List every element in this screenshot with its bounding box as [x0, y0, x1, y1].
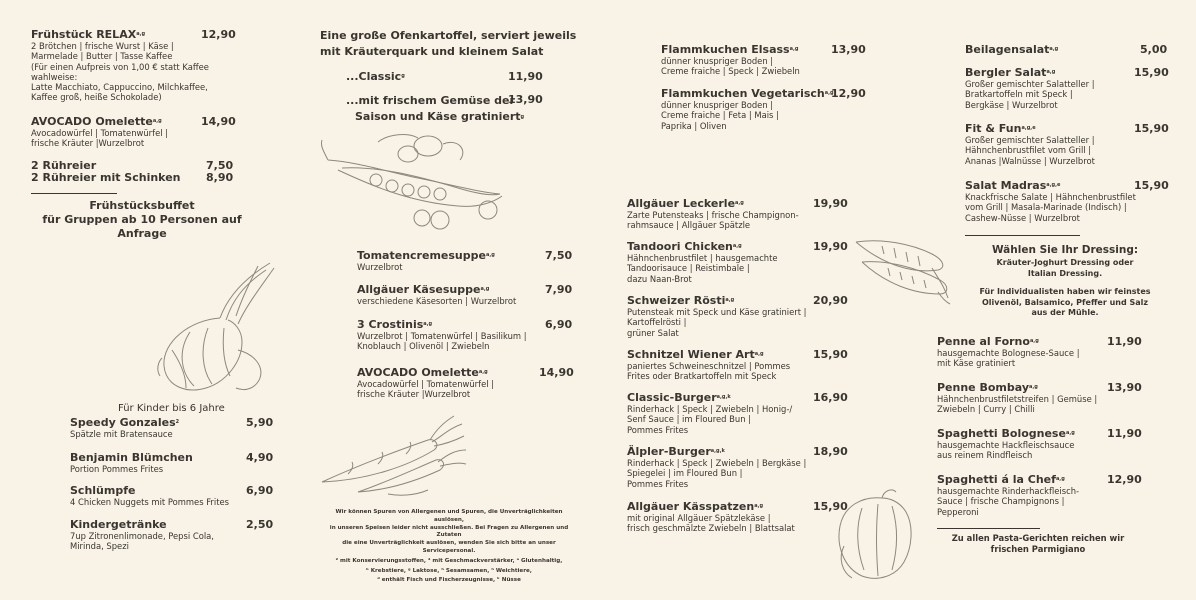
menu-item-tomatencremesuppe — [357, 249, 573, 272]
item-name: Kindergetränke — [70, 518, 167, 531]
menu-item-ruehreier-schinken — [31, 171, 234, 184]
pasta-note: Zu allen Pasta-Gerichten reichen wir frischen Parmigiano — [951, 533, 1125, 554]
allergen-code: a,g,k — [716, 394, 731, 400]
item-price: 12,90 — [831, 87, 866, 100]
item-price: 6,90 — [545, 318, 573, 331]
allergen-code: a,g — [478, 369, 488, 375]
item-price: 18,90 — [813, 445, 848, 458]
item-price: 14,90 — [539, 366, 574, 379]
item-price: 19,90 — [813, 240, 848, 253]
item-price: 2,50 — [246, 518, 274, 531]
item-price: 11,90 — [508, 70, 543, 83]
item-name: Schlümpfe — [70, 484, 136, 497]
kids-heading: Für Kinder bis 6 Jahre — [118, 403, 225, 414]
dressing-title: Wählen Sie Ihr Dressing: — [991, 244, 1139, 256]
item-desc: Rinderhack | Speck | Zwiebeln | Bergkäse | Spiegelei | im Floured Bun | Pommes Frites — [627, 458, 807, 489]
item-price: 15,90 — [813, 348, 848, 361]
item-price: 4,90 — [246, 451, 274, 464]
item-price: 7,50 — [206, 159, 234, 172]
allergen-legend: ² mit Konservierungsstoffen, ⁴ mit Geschmackverstärker, ᵃ Glutenhaltig, ᵇ Krebstiere, ᵍ Laktose, ʰ Sesamsamen, ʰ Weichtiere, ᵈ enthält Fisch und Fischerzeugnisse, ᵏ Nüsse — [335, 558, 563, 583]
menu-item-penne-forno — [937, 335, 1147, 369]
buffet-note: Frühstücksbuffet für Gruppen ab 10 Personen auf Anfrage — [42, 199, 242, 240]
menu-item-flammkuchen-vegetarisch — [661, 87, 866, 131]
item-price: 13,90 — [1107, 381, 1142, 394]
item-name: ...mit frischem Gemüse der — [346, 94, 515, 107]
item-name: Penne Bombay — [937, 381, 1030, 394]
menu-item-salat-madras — [965, 179, 1169, 223]
divider — [965, 235, 1080, 236]
item-name: Fit & Fun — [965, 122, 1022, 135]
allergen-code: a,g — [485, 252, 495, 258]
item-name: AVOCADO Omelette — [31, 115, 153, 128]
divider — [31, 193, 117, 194]
item-name: Flammkuchen Vegetarisch — [661, 87, 825, 100]
item-desc: hausgemachte Rinderhackfleisch- Sauce | frische Champignons | Pepperoni — [937, 486, 1080, 517]
menu-item-avocado-omelette-2 — [357, 366, 574, 400]
menu-item-flammkuchen-elsass — [661, 43, 866, 77]
item-desc: hausgemachte Bolognese-Sauce | mit Käse gratiniert — [937, 348, 1080, 369]
allergen-code: a,g — [1029, 384, 1038, 390]
item-price: 11,90 — [1107, 335, 1142, 348]
item-name: Flammkuchen Elsass — [661, 43, 790, 56]
menu-item-bergler-salat — [965, 66, 1169, 110]
item-desc: mit original Allgäuer Spätzlekäse | frisch geschmälzte Zwiebeln | Blattsalat — [627, 513, 795, 534]
menu-item-allgaeuer-leckerle — [627, 197, 848, 231]
item-name: Speedy Gonzales — [70, 416, 176, 429]
item-price: 12,90 — [201, 28, 236, 41]
item-price: 20,90 — [813, 294, 848, 307]
allergen-code: a,g — [789, 46, 799, 52]
item-name: Salat Madras — [965, 179, 1047, 192]
item-desc: verschiedene Käsesorten | Wurzelbrot — [357, 296, 517, 306]
allergen-note: Wir können Spuren von Allergenen und Spuren, die Unverträglichkeiten auslösen, in unseren Speisen leider nicht ausschließen. Bei Fragen zu Allergenen und Zutaten die eine Unverträglichkeit auslösen, wenden Sie sich bitte an unser Servicepersonal. — [329, 509, 569, 554]
item-desc: Hähnchenbrustfilet | hausgemachte Tandoorisauce | Reistimbale | dazu Naan-Brot — [627, 253, 778, 284]
item-desc: dünner knuspriger Boden | Creme fraiche | Speck | Zwiebeln — [661, 56, 800, 77]
individual-text: Für Individualisten haben wir feinstes Olivenöl, Balsamico, Pfeffer und Salz aus der Mühle. — [979, 287, 1151, 317]
menu-item-kaesspatzen — [627, 500, 848, 534]
item-desc: Avocadowürfel | Tomatenwürfel | frische Kräuter |Wurzelbrot — [31, 128, 169, 149]
item-desc: 2 Brötchen | frische Wurst | Käse | Marmelade | Butter | Tasse Kaffee (Für einen Aufpreis von 1,00 € statt Kaffee wahlweise: Latte Macchiato, Cappuccino, Milchkaffee, Kaffee groß, heiße Schokolade) — [31, 41, 209, 103]
item-name: Allgäuer Kässpatzen — [627, 500, 755, 513]
item-name: Spaghetti Bolognese — [937, 427, 1066, 440]
item-name: Schnitzel Wiener Art — [627, 348, 755, 361]
item-desc: hausgemachte Hackfleischsauce aus reinem Rindfleisch — [937, 440, 1075, 461]
item-name: 2 Rühreier mit Schinken — [31, 171, 181, 184]
kartoffel-heading: Eine große Ofenkartoffel, serviert jeweils mit Kräuterquark und kleinem Salat — [320, 29, 577, 58]
item-name: Allgäuer Käsesuppe — [357, 283, 481, 296]
menu-item-spaghetti-chef — [937, 473, 1147, 517]
menu-item-beilagensalat — [965, 43, 1168, 56]
item-desc: Spätzle mit Bratensauce — [70, 429, 173, 439]
menu-item-schnitzel — [627, 348, 848, 382]
item-name: Älpler-Burger — [627, 445, 711, 458]
item-name: Penne al Forno — [937, 335, 1030, 348]
menu-item-schweizer-roesti — [627, 294, 848, 338]
menu-item-kartoffel-classic — [346, 70, 546, 83]
item-name-cont: Saison und Käse gratiniert — [355, 110, 521, 123]
allergen-code: a,g — [1049, 46, 1059, 52]
carrots-icon — [318, 410, 468, 500]
item-desc: Portion Pommes Frites — [70, 464, 164, 474]
menu-item-aelpler-burger — [627, 445, 848, 489]
item-price: 15,90 — [1134, 179, 1169, 192]
allergen-code: a,g,e — [1046, 182, 1061, 188]
menu-item-fruehstueck-relax — [31, 28, 236, 103]
allergen-code: a,g — [136, 31, 146, 37]
item-name: Classic-Burger — [627, 391, 717, 404]
menu-item-tandoori-chicken — [627, 240, 848, 284]
allergen-code: g — [401, 73, 405, 79]
item-price: 15,90 — [1134, 122, 1169, 135]
item-desc: Wurzelbrot | Tomatenwürfel | Basilikum | Knoblauch | Olivenöl | Zwiebeln — [357, 331, 527, 352]
item-name: ...Classic — [346, 70, 402, 83]
allergen-code: a,g — [725, 297, 735, 303]
allergen-code: a,g — [152, 118, 162, 124]
item-price: 16,90 — [813, 391, 848, 404]
allergen-code: a,g — [735, 200, 744, 206]
item-price: 15,90 — [1134, 66, 1169, 79]
item-price: 7,90 — [545, 283, 573, 296]
item-name: Allgäuer Leckerle — [627, 197, 736, 210]
menu-item-speedy — [70, 416, 274, 439]
bell-pepper-icon — [822, 486, 922, 586]
allergen-code: a,g — [1055, 476, 1065, 482]
item-desc: Avocadowürfel | Tomatenwürfel | frische Kräuter |Wurzelbrot — [357, 379, 495, 400]
item-price: 7,50 — [545, 249, 573, 262]
allergen-code: a,g — [1046, 69, 1056, 75]
allergen-code: a,g — [754, 503, 764, 509]
item-price: 13,90 — [831, 43, 866, 56]
allergen-code: a,g — [480, 286, 490, 292]
allergen-code: g — [520, 114, 525, 120]
menu-item-kartoffel-gemuese — [346, 93, 546, 125]
item-price: 11,90 — [1107, 427, 1142, 440]
item-price: 19,90 — [813, 197, 848, 210]
allergen-code: a,g — [1029, 338, 1039, 344]
menu-item-avocado-omelette — [31, 115, 236, 149]
item-name: Tomatencremesuppe — [357, 249, 486, 262]
item-desc: Putensteak mit Speck und Käse gratiniert | Kartoffelrösti | grüner Salat — [627, 307, 807, 338]
item-desc: Knackfrische Salate | Hähnchenbrustfilet vom Grill | Masala-Marinade (Indisch) | Cashew-Nüsse | Wurzelbrot — [965, 192, 1136, 223]
peas-icon — [318, 132, 508, 232]
allergen-code: a,g — [423, 321, 433, 327]
item-desc: paniertes Schweineschnitzel | Pommes Frites oder Bratkartoffeln mit Speck — [627, 361, 791, 382]
menu-item-spaghetti-bolognese — [937, 427, 1147, 461]
item-price: 6,90 — [246, 484, 274, 497]
item-name: Schweizer Rösti — [627, 294, 726, 307]
divider — [937, 528, 1040, 529]
item-price: 15,90 — [813, 500, 848, 513]
menu-item-penne-bombay — [937, 381, 1147, 415]
item-name: 3 Crostinis — [357, 318, 424, 331]
item-desc: Großer gemischter Salatteller | Hähnchenbrustfilet vom Grill | Ananas |Walnüsse | Wurzelbrot — [965, 135, 1095, 166]
menu-item-fit-fun — [965, 122, 1169, 166]
item-desc: Großer gemischter Salatteller | Bratkartoffeln mit Speck | Bergkäse | Wurzelbrot — [965, 79, 1095, 110]
menu-item-schluempfe — [70, 484, 274, 507]
item-price: 5,00 — [1140, 43, 1168, 56]
item-name: AVOCADO Omelette — [357, 366, 479, 379]
item-price: 5,90 — [246, 416, 274, 429]
dressing-text: Kräuter-Joghurt Dressing oder Italian Dressing. — [996, 258, 1134, 278]
item-desc: 7up Zitronenlimonade, Pepsi Cola, Mirinda, Spezi — [70, 531, 214, 552]
item-price: 14,90 — [201, 115, 236, 128]
item-desc: 4 Chicken Nuggets mit Pommes Frites — [70, 497, 229, 507]
item-name: Bergler Salat — [965, 66, 1047, 79]
item-desc: Hähnchenbrustfiletstreifen | Gemüse | Zwiebeln | Curry | Chilli — [937, 394, 1098, 415]
item-desc: Zarte Putensteaks | frische Champignon- rahmsauce | Allgäuer Spätzle — [627, 210, 799, 231]
menu-item-classic-burger — [627, 391, 848, 435]
item-price: 13,90 — [508, 93, 543, 106]
allergen-code: a,g — [1065, 430, 1075, 436]
allergen-code: a,g,e — [1021, 125, 1036, 131]
allergen-code: a,g — [732, 243, 742, 249]
item-desc: dünner knuspriger Boden | Creme fraiche | Feta | Mais | Paprika | Oliven — [661, 100, 779, 131]
corn-icon — [852, 228, 952, 308]
item-name: Frühstück RELAX — [31, 28, 137, 41]
menu-item-benjamin — [70, 451, 274, 474]
menu-item-crostinis — [357, 318, 573, 352]
menu-item-kaesesuppe — [357, 283, 573, 306]
item-name: 2 Rühreier — [31, 159, 97, 172]
item-desc: Wurzelbrot — [357, 262, 403, 272]
item-price: 8,90 — [206, 171, 234, 184]
item-desc: Rinderhack | Speck | Zwiebeln | Honig-/ Senf Sauce | im Floured Bun | Pommes Frites — [627, 404, 793, 435]
allergen-code: a,g,k — [710, 448, 725, 454]
garlic-icon — [150, 258, 280, 398]
item-name: Beilagensalat — [965, 43, 1050, 56]
item-name: Benjamin Blümchen — [70, 451, 193, 464]
item-price: 12,90 — [1107, 473, 1142, 486]
item-name: Tandoori Chicken — [627, 240, 733, 253]
allergen-code: 2 — [175, 419, 180, 425]
menu-item-kindergetraenke — [70, 518, 274, 552]
allergen-code: a,g — [754, 351, 764, 357]
allergen-code: a,g — [824, 90, 834, 96]
item-name: Spaghetti á la Chef — [937, 473, 1056, 486]
